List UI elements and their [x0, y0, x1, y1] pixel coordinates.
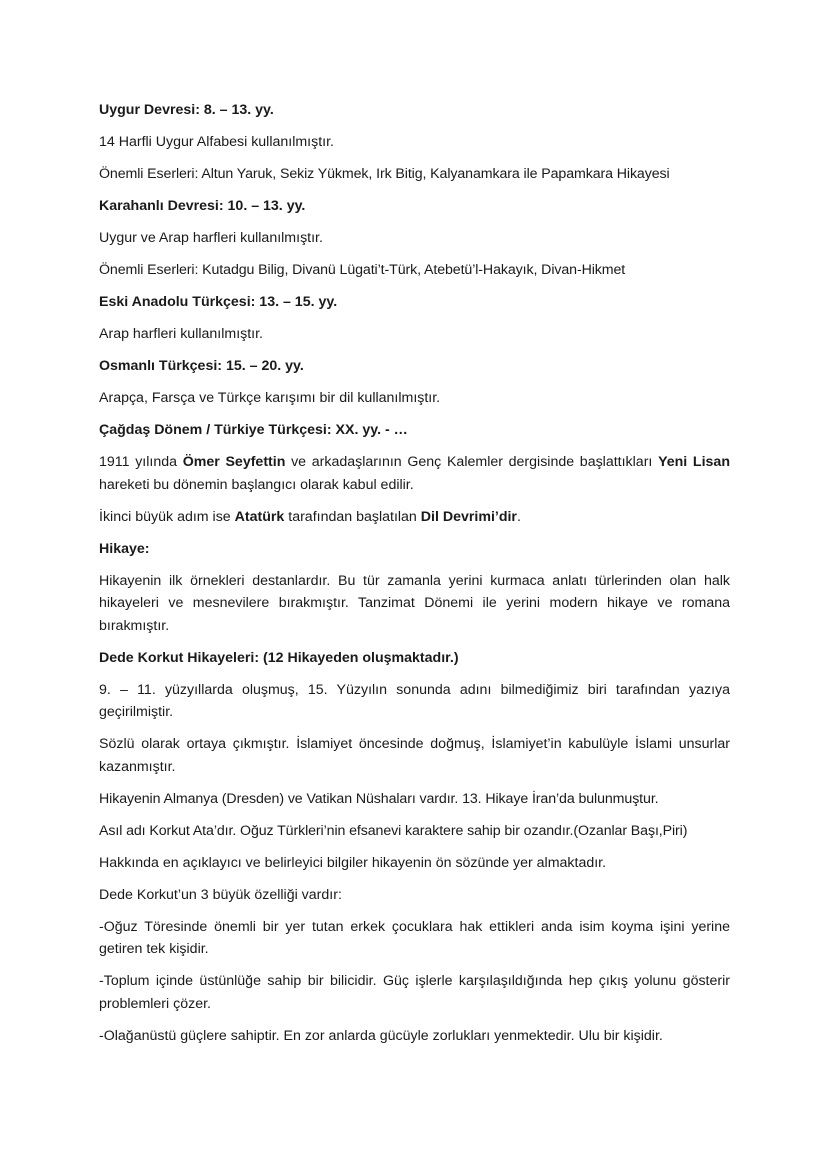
karahanli-heading: Karahanlı Devresi: 10. – 13. yy. [99, 198, 306, 214]
uygur-alphabet: 14 Harfli Uygur Alfabesi kullanılmıştır. [99, 134, 334, 150]
dede-korkut-paragraph-4: Asıl adı Korkut Ata’dır. Oğuz Türkleri’nin efsanevi karaktere sahip bir ozandır.(Ozanlar Başı,Piri) [99, 822, 688, 839]
omer-seyfettin-name: Ömer Seyfettin [182, 454, 286, 470]
eski-anadolu-heading: Eski Anadolu Türkçesi: 13. – 15. yy. [99, 294, 338, 310]
yeni-lisan-term: Yeni Lisan [658, 454, 730, 470]
dil-devrimi-term: Dil Devrimi’dir [420, 508, 517, 525]
cagdas-paragraph-2 [99, 506, 730, 529]
hikaye-paragraph: Hikayenin ilk örnekleri destanlardır. Bu tür zamanla yerini kurmaca anlatı türlerinden olan halk hikayeleri ve mesnevilere bırakmıştır. Tanzimat Dönemi ile yerini modern hikaye ve romana bırakmıştır. [99, 572, 730, 634]
hikaye-heading: Hikaye: [99, 540, 150, 557]
cagdas-heading: Çağdaş Dönem / Türkiye Türkçesi: XX. yy. - … [99, 422, 408, 438]
dede-korkut-heading: Dede Korkut Hikayeleri: (12 Hikayeden oluşmaktadır.) [99, 649, 459, 666]
dede-korkut-feature-1: -Oğuz Töresinde önemli bir yer tutan erkek çocuklara hak ettikleri anda isim koyma işini yerine getiren tek kişidir. [99, 918, 730, 957]
dede-korkut-paragraph-1: 9. – 11. yüzyıllarda oluşmuş, 15. Yüzyılın sonunda adını bilmediğimiz biri tarafından yazıya geçirilmiştir. [99, 681, 730, 720]
dede-korkut-feature-2: -Toplum içinde üstünlüğe sahip bir bilicidir. Güç işlerle karşılaşıldığında hep çıkış yolunu gösterir problemleri çözer. [99, 973, 730, 1012]
karahanli-alphabet: Uygur ve Arap harfleri kullanılmıştır. [99, 230, 323, 246]
osmanli-heading: Osmanlı Türkçesi: 15. – 20. yy. [99, 358, 304, 374]
uygur-works: Önemli Eserleri: Altun Yaruk, Sekiz Yükmek, Irk Bitig, Kalyanamkara ile Papamkara Hikayesi [99, 166, 670, 182]
cagdas-paragraph-1 [99, 451, 730, 496]
cagdas-p1-text-e: hareketi bu dönemin başlangıcı olarak kabul edilir. [99, 476, 414, 493]
karahanli-works: Önemli Eserleri: Kutadgu Bilig, Divanü Lügati’t-Türk, Atebetü’l-Hakayık, Divan-Hikmet [99, 262, 626, 278]
cagdas-p1-text-a: 1911 yılında [99, 454, 183, 470]
cagdas-p2-text-a: İkinci büyük adım ise [99, 508, 235, 525]
uygur-heading: Uygur Devresi: 8. – 13. yy. [99, 102, 274, 118]
dede-korkut-paragraph-2: Sözlü olarak ortaya çıkmıştır. İslamiyet öncesinde doğmuş, İslamiyet’in kabulüyle İslami unsurlar kazanmıştır. [99, 736, 730, 775]
osmanli-language: Arapça, Farsça ve Türkçe karışımı bir dil kullanılmıştır. [99, 390, 441, 406]
cagdas-p2-text-e: . [516, 508, 521, 525]
cagdas-p1-text-c: ve arkadaşlarının Genç Kalemler dergisinde başlattıkları [285, 454, 659, 470]
dede-korkut-paragraph-5: Hakkında en açıklayıcı ve belirleyici bilgiler hikayenin ön sözünde yer almaktadır. [99, 854, 607, 871]
dede-korkut-paragraph-3: Hikayenin Almanya (Dresden) ve Vatikan Nüshaları vardır. 13. Hikaye İran’da bulunmuştur. [99, 790, 659, 807]
eski-anadolu-alphabet: Arap harfleri kullanılmıştır. [99, 326, 264, 342]
cagdas-p2-text-c: tarafından başlatılan [284, 508, 421, 525]
ataturk-name: Atatürk [234, 508, 285, 525]
dede-korkut-paragraph-6: Dede Korkut’un 3 büyük özelliği vardır: [99, 886, 342, 903]
dede-korkut-feature-3: -Olağanüstü güçlere sahiptir. En zor anlarda gücüyle zorlukları yenmektedir. Ulu bir kişidir. [99, 1027, 663, 1044]
